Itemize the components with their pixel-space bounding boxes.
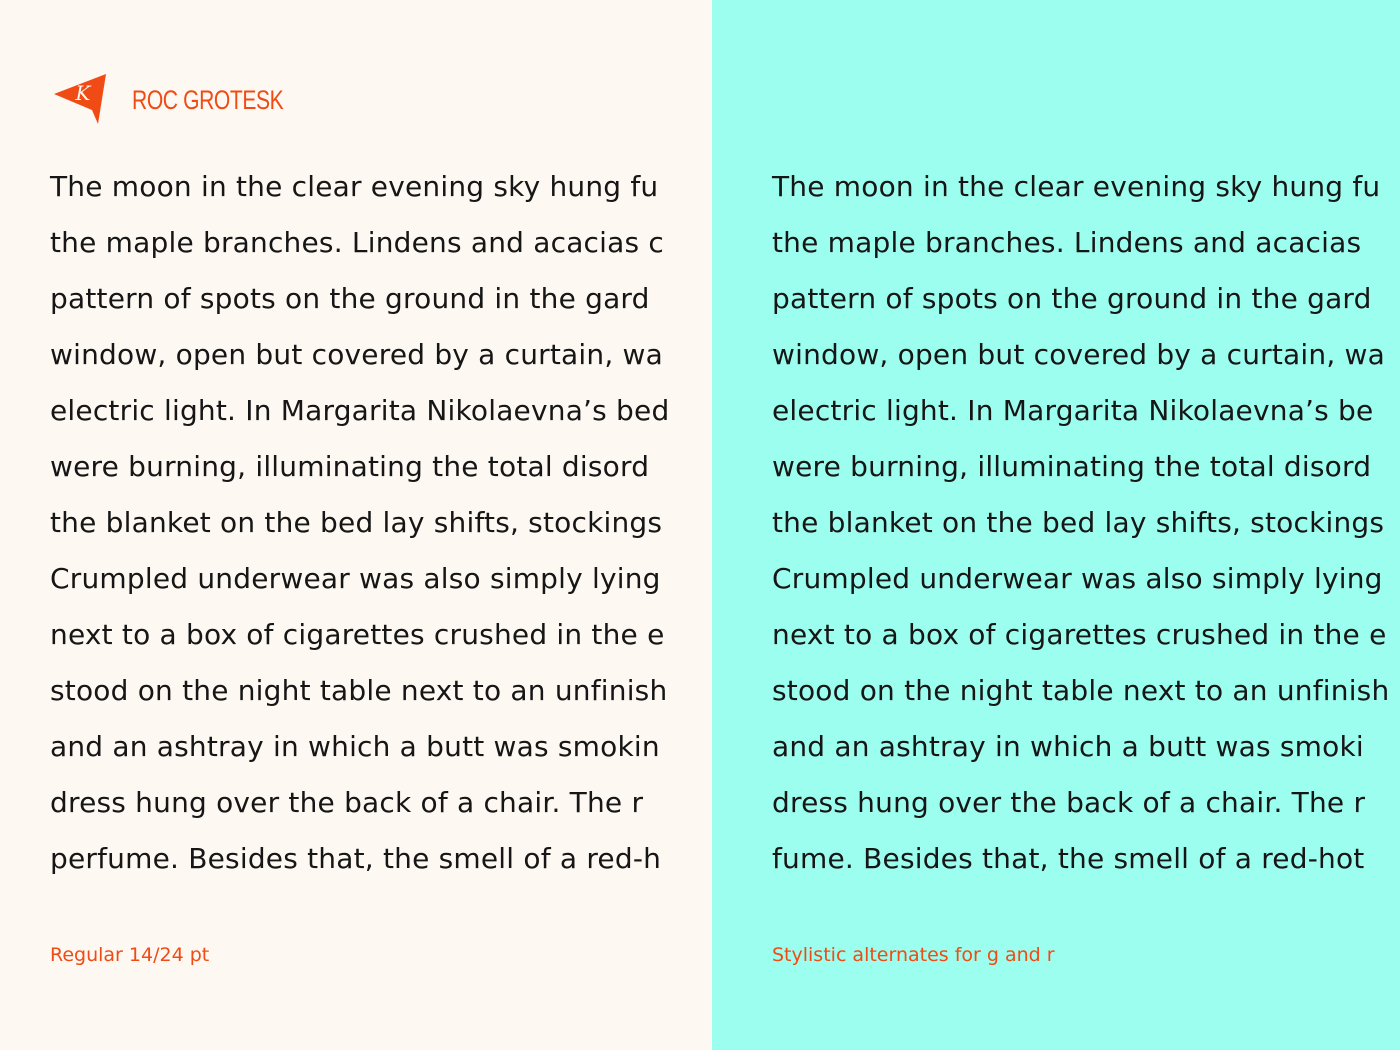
flag-k-icon (52, 72, 108, 128)
right-caption: Stylistic alternates for g and r (772, 944, 1055, 966)
sample-line: pattern of spots on the ground in the gard (50, 282, 650, 315)
left-caption: Regular 14/24 pt (50, 944, 210, 966)
sample-line: and an ashtray in which a butt was smokin (50, 730, 660, 763)
right-panel (712, 0, 1400, 1050)
sample-line: the maple branches. Lindens and acacias c (50, 226, 664, 259)
left-sample-text (50, 159, 669, 887)
brand-name: ROC GROTESK (132, 84, 284, 115)
sample-line: next to a box of cigarettes crushed in the e (50, 618, 665, 651)
sample-line: dress hung over the back of a chair. The r (50, 786, 644, 819)
sample-line: electric light. In Margarita Nikolaevna’s be (772, 394, 1374, 427)
sample-line: the blanket on the bed lay shifts, stockings (772, 506, 1385, 539)
sample-line: pattern of spots on the ground in the gard (772, 282, 1372, 315)
sample-line: next to a box of cigarettes crushed in the e (772, 618, 1387, 651)
brand (52, 72, 326, 128)
sample-line: dress hung over the back of a chair. The r (772, 786, 1366, 819)
sample-line: were burning, illuminating the total disord (772, 450, 1372, 483)
sample-line: The moon in the clear evening sky hung fu (772, 170, 1381, 203)
sample-line: perfume. Besides that, the smell of a red-h (50, 842, 662, 875)
right-sample-text (772, 159, 1389, 887)
sample-line: window, open but covered by a curtain, wa (50, 338, 664, 371)
logo-letter: K (75, 81, 91, 105)
sample-line: Crumpled underwear was also simply lying (772, 562, 1383, 595)
sample-line: stood on the night table next to an unfinish (772, 674, 1390, 707)
sample-line: fume. Besides that, the smell of a red-hot (772, 842, 1365, 875)
sample-line: and an ashtray in which a butt was smoki (772, 730, 1364, 763)
sample-line: the blanket on the bed lay shifts, stockings (50, 506, 663, 539)
sample-line: Crumpled underwear was also simply lying (50, 562, 661, 595)
sample-line: The moon in the clear evening sky hung fu (50, 170, 659, 203)
sample-line: stood on the night table next to an unfinish (50, 674, 668, 707)
sample-line: were burning, illuminating the total disord (50, 450, 650, 483)
sample-line: window, open but covered by a curtain, wa (772, 338, 1386, 371)
sample-line: electric light. In Margarita Nikolaevna’s bed (50, 394, 670, 427)
sample-line: the maple branches. Lindens and acacias (772, 226, 1362, 259)
